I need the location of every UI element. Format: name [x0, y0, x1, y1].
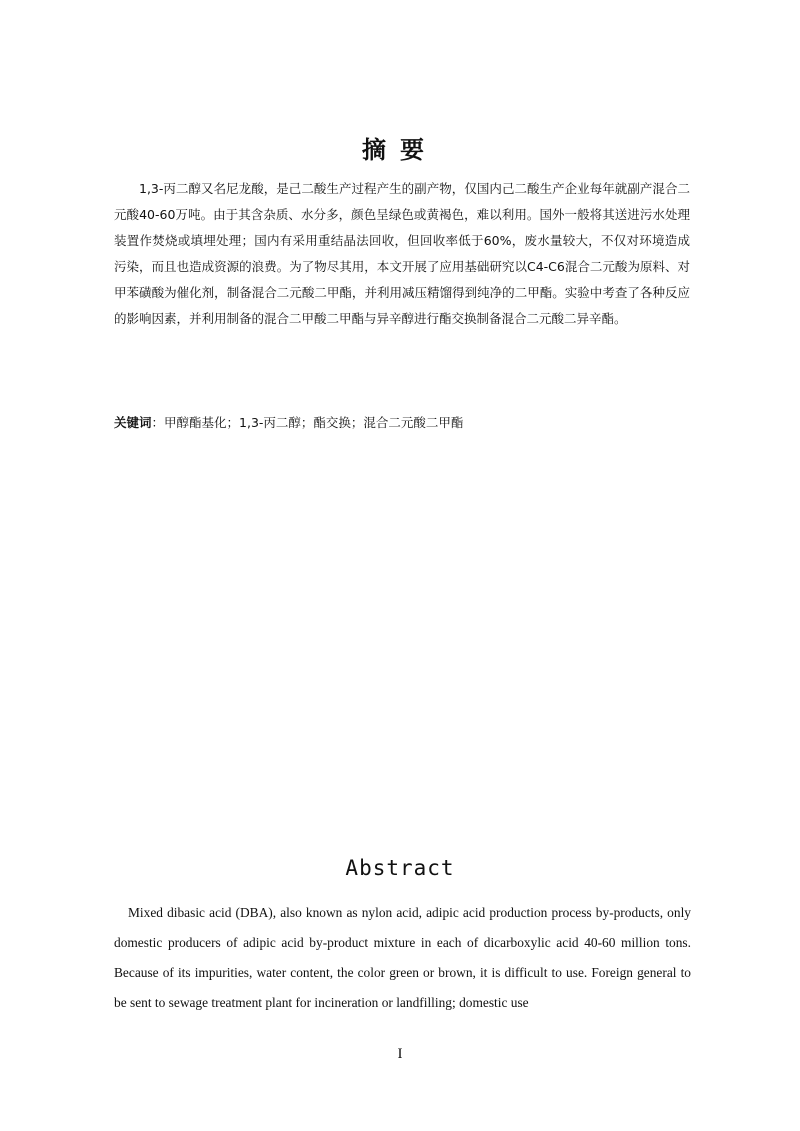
abstract-cn-title: 摘要 [362, 135, 438, 164]
abstract-en-title: Abstract [345, 856, 455, 880]
page-number: I [397, 1046, 403, 1062]
abstract-en-body: Mixed dibasic acid (DBA), also known as nylon acid, adipic acid production process by-products, only domestic producers of adipic acid by-product mixture in each of dicarboxylic acid 40-60 million tons. Because of its impurities, water content, the color green or brown, it is difficult to use. Foreign general to be sent to sewage treatment plant for incineration or landfilling; domestic use [114, 905, 691, 1010]
abstract-cn-body: 1,3-丙二醇又名尼龙酸，是己二酸生产过程产生的副产物，仅国内己二酸生产企业每年就副产混合二元酸40-60万吨。由于其含杂质、水分多，颜色呈绿色或黄褐色，难以利用。国外一般将其送进污水处理装置作焚烧或填埋处理；国内有采用重结晶法回收，但回收率低于60%，废水量较大，不仅对环境造成污染，而且也造成资源的浪费。为了物尽其用，本文开展了应用基础研究以C4-C6混合二元酸为原料、对甲苯磺酸为催化剂，制备混合二元酸二甲酯，并利用减压精馏得到纯净的二甲酯。实验中考查了各种反应的影响因素，并利用制备的混合二甲酸二甲酯与异辛醇进行酯交换制备混合二元酸二异辛酯。 [114, 181, 690, 326]
keywords-label: 关键词 [114, 415, 152, 430]
keywords-line [114, 412, 690, 434]
keywords-text: ：甲醇酯基化；1,3-丙二醇；酯交换；混合二元酸二甲酯 [151, 415, 464, 430]
